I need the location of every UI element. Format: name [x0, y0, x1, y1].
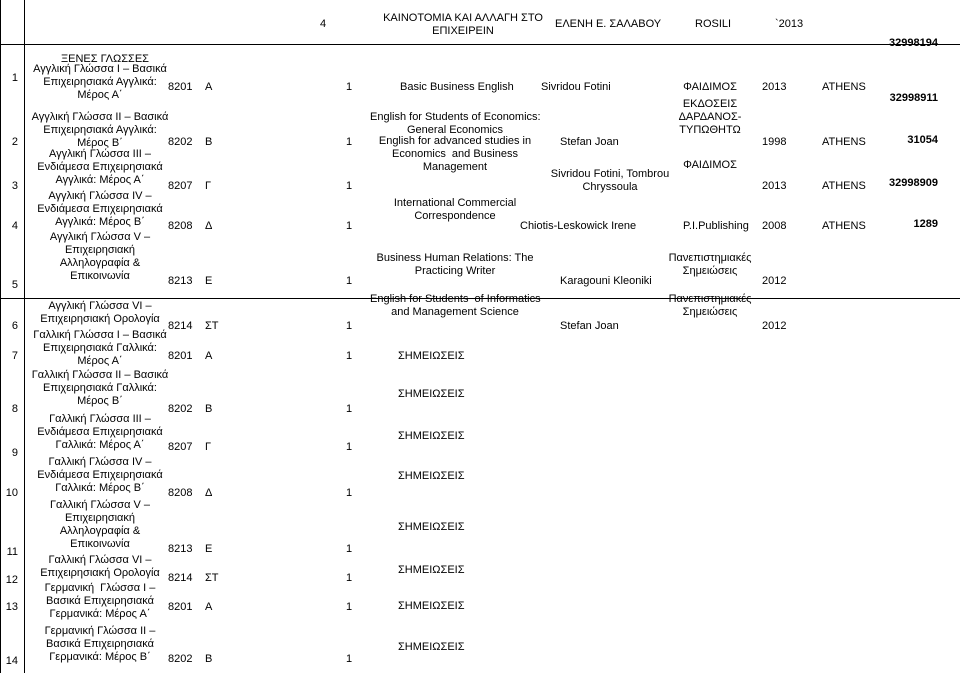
book-title: English for Students of Economics: General Economics — [370, 111, 541, 136]
course-code: 8201 — [168, 601, 193, 613]
course-title: Αγγλική Γλώσσα Ι – Βασικά Επιχειρησιακά Αγγλικά: Μέρος Α΄ — [33, 63, 167, 101]
course-code: 8207 — [168, 180, 193, 192]
publisher: ΕΚΔΟΣΕΙΣ ΔΑΡΔΑΝΟΣ- ΤΥΠΩΘΗΤΩ — [678, 97, 742, 136]
book-title: ΣΗΜΕΙΩΣΕΙΣ — [398, 470, 465, 482]
row-number: 4 — [11, 220, 18, 232]
units: 1 — [346, 180, 353, 192]
city: ATHENS — [822, 180, 866, 192]
semester: ΣΤ — [205, 572, 219, 584]
year: 2013 — [762, 180, 787, 192]
semester: Δ — [205, 487, 213, 499]
year: 2008 — [762, 220, 787, 232]
course-code: 8201 — [168, 81, 193, 93]
book-title: ΣΗΜΕΙΩΣΕΙΣ — [398, 641, 465, 653]
publisher: Πανεπιστημιακές Σημειώσεις — [668, 293, 752, 318]
publisher: ΦΑΙΔΙΜΟΣ — [683, 159, 737, 171]
course-title: Αγγλική Γλώσσα ΙV – Ενδιάμεσα Επιχειρησιακά Αγγλικά: Μέρος Β΄ — [37, 190, 163, 228]
course-title: Γερμανική Γλώσσα ΙΙ – Βασικά Επιχειρησιακά Γερμανικά: Μέρος Β΄ — [44, 625, 156, 663]
units: 1 — [346, 350, 353, 362]
city: ATHENS — [822, 136, 866, 148]
year: 2012 — [762, 320, 787, 332]
year: 1998 — [762, 136, 787, 148]
isbn: 32998909 — [889, 177, 938, 189]
course-code: 8202 — [168, 136, 193, 148]
row-number: 3 — [11, 180, 18, 192]
semester: Α — [205, 601, 213, 613]
book-title: English for Students of Informatics and Management Science — [370, 293, 541, 318]
author: Sivridou Fotini, Tombrou Chryssoula — [550, 168, 670, 193]
book-title: ΣΗΜΕΙΩΣΕΙΣ — [398, 430, 465, 442]
book-title: ΣΗΜΕΙΩΣΕΙΣ — [398, 564, 465, 576]
semester: Α — [205, 350, 213, 362]
isbn: 1289 — [913, 218, 938, 230]
city: ATHENS — [822, 220, 866, 232]
semester: Δ — [205, 220, 213, 232]
row-number: 7 — [11, 350, 18, 362]
isbn: 31054 — [907, 134, 938, 146]
course-code: 8208 — [168, 487, 193, 499]
row-number: 10 — [5, 487, 18, 499]
row-number: 8 — [11, 403, 18, 415]
book-title: Basic Business English — [400, 81, 514, 93]
course-code: 8207 — [168, 441, 193, 453]
row-number: 2 — [11, 136, 18, 148]
author: Karagouni Kleoniki — [560, 275, 652, 287]
units: 1 — [346, 81, 353, 93]
semester: Γ — [205, 180, 212, 192]
row-number: 5 — [11, 279, 18, 291]
book-title: English for advanced studies in Economics and Business Management — [378, 134, 532, 173]
top-row-number: 4 — [320, 18, 327, 30]
course-code: 8214 — [168, 320, 193, 332]
course-title: Αγγλική Γλώσσα V – Επιχειρησιακή Αλληλογραφία & Επικοινωνία — [49, 231, 151, 282]
units: 1 — [346, 136, 353, 148]
semester: Ε — [205, 275, 213, 287]
book-title: ΣΗΜΕΙΩΣΕΙΣ — [398, 350, 465, 362]
course-title: Αγγλική Γλώσσα VΙ – Επιχειρησιακή Ορολογία — [40, 300, 160, 325]
course-title: Αγγλική Γλώσσα ΙΙ – Βασικά Επιχειρησιακά Αγγλικά: Μέρος Β΄ — [31, 111, 169, 149]
units: 1 — [346, 572, 353, 584]
row-number: 13 — [5, 601, 18, 613]
book-title: International Commercial Correspondence — [393, 197, 517, 222]
semester: Γ — [205, 441, 212, 453]
publisher: Πανεπιστημιακές Σημειώσεις — [668, 252, 752, 277]
top-year: `2013 — [775, 18, 804, 30]
course-title: Γαλλική Γλώσσα V – Επιχειρησιακή Αλληλογραφία & Επικοινωνία — [49, 499, 151, 550]
units: 1 — [346, 220, 353, 232]
course-code: 8213 — [168, 275, 193, 287]
course-code: 8214 — [168, 572, 193, 584]
publisher: ΦΑΙΔΙΜΟΣ — [683, 81, 737, 93]
top-teacher: ΕΛΕΝΗ Ε. ΣΑΛΑΒΟΥ — [555, 18, 662, 30]
course-code: 8202 — [168, 653, 193, 665]
section-title: ΞΕΝΕΣ ΓΛΩΣΣΕΣ — [61, 53, 149, 65]
course-title: Γερμανική Γλώσσα Ι – Βασικά Επιχειρησιακά Γερμανικά: Μέρος Α΄ — [44, 582, 156, 620]
top-course-title: ΚΑΙΝΟΤΟΜΙΑ ΚΑΙ ΑΛΛΑΓΗ ΣΤΟ ΕΠΙΧΕΙΡΕΙΝ — [383, 12, 543, 37]
year: 2013 — [762, 81, 787, 93]
book-title: ΣΗΜΕΙΩΣΕΙΣ — [398, 600, 465, 612]
semester: Β — [205, 403, 213, 415]
row-number: 14 — [5, 655, 18, 667]
course-title: Γαλλική Γλώσσα ΙΙ – Βασικά Επιχειρησιακά Γαλλικά: Μέρος Β΄ — [31, 369, 169, 407]
year: 2012 — [762, 275, 787, 287]
row-number: 12 — [5, 574, 18, 586]
semester: Β — [205, 653, 213, 665]
author: Stefan Joan — [560, 320, 619, 332]
course-code: 8201 — [168, 350, 193, 362]
row-number: 11 — [6, 546, 18, 558]
units: 1 — [346, 543, 353, 555]
units: 1 — [346, 275, 353, 287]
top-isbn: 32998194 — [889, 37, 938, 49]
units: 1 — [346, 403, 353, 415]
semester: Α — [205, 81, 213, 93]
book-title: ΣΗΜΕΙΩΣΕΙΣ — [398, 521, 465, 533]
course-code: 8208 — [168, 220, 193, 232]
semester: Ε — [205, 543, 213, 555]
course-title: Γαλλική Γλώσσα VΙ – Επιχειρησιακή Ορολογία — [40, 554, 160, 579]
course-title: Αγγλική Γλώσσα ΙΙΙ – Ενδιάμεσα Επιχειρησιακά Αγγλικά: Μέρος Α΄ — [37, 148, 163, 186]
book-title: Business Human Relations: The Practicing Writer — [376, 252, 534, 277]
row-number: 6 — [11, 320, 18, 332]
top-publisher: ROSILI — [695, 18, 732, 30]
book-title: ΣΗΜΕΙΩΣΕΙΣ — [398, 388, 465, 400]
units: 1 — [346, 487, 353, 499]
author: Stefan Joan — [560, 136, 619, 148]
course-code: 8213 — [168, 543, 193, 555]
course-title: Γαλλική Γλώσσα ΙV – Ενδιάμεσα Επιχειρησιακά Γαλλικά: Μέρος Β΄ — [37, 456, 163, 494]
units: 1 — [346, 320, 353, 332]
semester: ΣΤ — [205, 320, 219, 332]
row-number: 9 — [11, 447, 18, 459]
units: 1 — [346, 441, 353, 453]
course-title: Γαλλική Γλώσσα ΙΙΙ – Ενδιάμεσα Επιχειρησιακά Γαλλικά: Μέρος Α΄ — [37, 413, 163, 451]
author: Chiotis-Leskowick Irene — [520, 220, 637, 232]
units: 1 — [346, 653, 353, 665]
course-code: 8202 — [168, 403, 193, 415]
row-number: 1 — [11, 72, 18, 84]
publisher: P.I.Publishing — [683, 220, 749, 232]
course-title: Γαλλική Γλώσσα Ι – Βασικά Επιχειρησιακά Γαλλικά: Μέρος Α΄ — [33, 329, 167, 367]
city: ATHENS — [822, 81, 866, 93]
author: Sivridou Fotini — [541, 81, 611, 93]
units: 1 — [346, 601, 353, 613]
isbn: 32998911 — [889, 92, 938, 104]
semester: Β — [205, 136, 213, 148]
